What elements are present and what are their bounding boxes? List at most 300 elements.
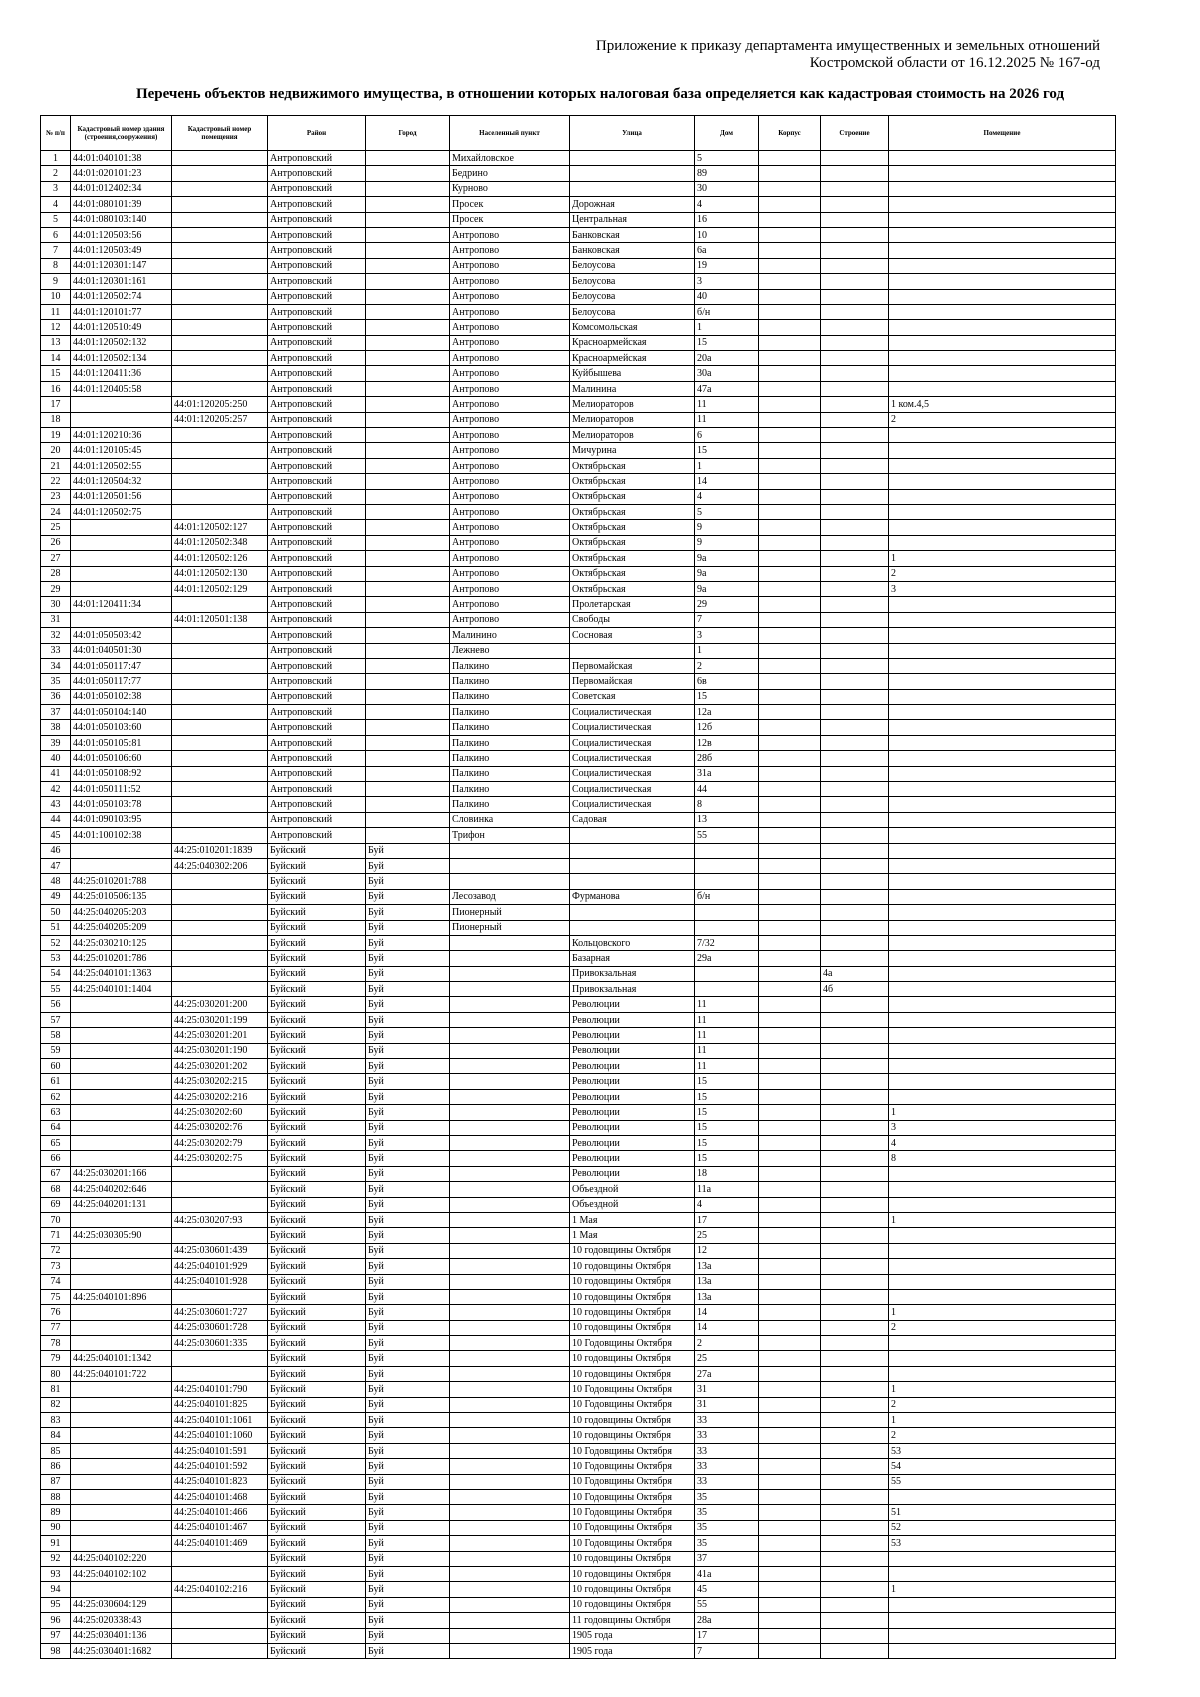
table-cell	[759, 581, 821, 596]
table-cell	[889, 658, 1116, 673]
table-cell: 44:25:040202:646	[71, 1182, 172, 1197]
table-cell: 44:01:120411:36	[71, 366, 172, 381]
table-cell	[889, 1043, 1116, 1058]
table-cell: 11	[695, 412, 759, 427]
document-header	[596, 38, 1100, 72]
table-row	[41, 1489, 1116, 1504]
table-cell: Буй	[366, 874, 450, 889]
table-cell	[450, 1228, 570, 1243]
table-cell: 44:01:040101:38	[71, 151, 172, 166]
table-cell: Лесозавод	[450, 889, 570, 904]
table-cell: Антроповский	[268, 474, 366, 489]
table-cell	[759, 1505, 821, 1520]
table-cell	[366, 751, 450, 766]
table-cell: Сосновая	[570, 628, 695, 643]
table-cell	[821, 1351, 889, 1366]
table-cell	[759, 1566, 821, 1581]
table-cell	[71, 1028, 172, 1043]
table-cell: 1 Мая	[570, 1212, 695, 1227]
table-cell: Буй	[366, 1459, 450, 1474]
table-cell: 33	[695, 1428, 759, 1443]
table-cell	[759, 320, 821, 335]
table-cell	[759, 1197, 821, 1212]
table-cell: Октябрьская	[570, 535, 695, 550]
table-cell	[889, 428, 1116, 443]
table-cell	[821, 366, 889, 381]
table-cell	[366, 458, 450, 473]
table-cell: Комсомольская	[570, 320, 695, 335]
header-line-1: Приложение к приказу департамента имущественных и земельных отношений	[595, 38, 1100, 54]
table-cell: 44:01:050103:60	[71, 720, 172, 735]
table-cell: 15	[695, 335, 759, 350]
table-cell: 15	[695, 1151, 759, 1166]
table-cell: Социалистическая	[570, 782, 695, 797]
table-cell: Буйский	[268, 1289, 366, 1304]
table-cell	[821, 1120, 889, 1135]
table-cell: 44:01:120503:49	[71, 243, 172, 258]
table-cell	[889, 1613, 1116, 1628]
table-cell	[570, 643, 695, 658]
table-cell	[172, 735, 268, 750]
table-cell: Буй	[366, 1397, 450, 1412]
table-cell: 10 Годовщины Октября	[570, 1474, 695, 1489]
table-cell: Буйский	[268, 920, 366, 935]
table-cell: Антропово	[450, 304, 570, 319]
table-cell	[821, 1228, 889, 1243]
table-cell	[172, 628, 268, 643]
table-cell: 28	[41, 566, 71, 581]
table-cell	[366, 828, 450, 843]
table-cell	[821, 1613, 889, 1628]
table-cell: 91	[41, 1536, 71, 1551]
table-cell	[759, 1259, 821, 1274]
table-cell: Антроповский	[268, 151, 366, 166]
table-cell: 19	[695, 258, 759, 273]
table-cell: 44:01:120504:32	[71, 474, 172, 489]
table-cell: 53	[889, 1536, 1116, 1551]
table-cell	[450, 874, 570, 889]
table-cell: 44:25:040102:102	[71, 1566, 172, 1581]
table-cell: 2	[695, 658, 759, 673]
column-header: Город	[366, 116, 450, 151]
table-cell: Буйский	[268, 1136, 366, 1151]
table-cell	[71, 1382, 172, 1397]
table-cell	[450, 997, 570, 1012]
table-cell: 44:01:120205:250	[172, 397, 268, 412]
table-cell	[172, 982, 268, 997]
table-row	[41, 628, 1116, 643]
table-cell: 10 Годовщины Октября	[570, 1489, 695, 1504]
table-cell	[71, 566, 172, 581]
table-cell	[821, 689, 889, 704]
table-cell	[450, 1489, 570, 1504]
table-cell	[889, 274, 1116, 289]
table-cell: 18	[695, 1166, 759, 1181]
table-cell: 13а	[695, 1259, 759, 1274]
table-cell	[821, 720, 889, 735]
table-cell: Кольцовского	[570, 935, 695, 950]
table-cell: Антроповский	[268, 597, 366, 612]
table-cell: 1	[889, 1305, 1116, 1320]
table-cell	[889, 1366, 1116, 1381]
table-body	[41, 151, 1116, 1659]
table-cell: Буйский	[268, 1443, 366, 1458]
table-cell	[366, 181, 450, 196]
table-cell	[759, 812, 821, 827]
table-cell	[450, 1613, 570, 1628]
table-cell: 89	[695, 166, 759, 181]
table-cell	[366, 735, 450, 750]
table-cell: Социалистическая	[570, 735, 695, 750]
table-cell: Буй	[366, 1520, 450, 1535]
table-cell	[450, 1320, 570, 1335]
table-cell	[759, 889, 821, 904]
table-cell	[172, 782, 268, 797]
table-cell	[759, 920, 821, 935]
table-cell: 22	[41, 474, 71, 489]
table-cell	[172, 751, 268, 766]
table-cell	[71, 1582, 172, 1597]
table-cell	[450, 1597, 570, 1612]
table-cell	[889, 982, 1116, 997]
table-cell	[172, 720, 268, 735]
table-cell	[450, 1536, 570, 1551]
table-cell	[71, 397, 172, 412]
table-cell	[71, 843, 172, 858]
table-cell	[71, 581, 172, 596]
table-cell: Дорожная	[570, 197, 695, 212]
table-cell	[366, 243, 450, 258]
table-cell	[759, 1536, 821, 1551]
table-cell	[172, 935, 268, 950]
table-cell: б/н	[695, 304, 759, 319]
table-cell: Буйский	[268, 1520, 366, 1535]
table-cell: 38	[41, 720, 71, 735]
table-cell	[759, 597, 821, 612]
table-cell	[889, 1012, 1116, 1027]
table-cell	[71, 1151, 172, 1166]
table-cell: Буй	[366, 905, 450, 920]
table-cell	[450, 1428, 570, 1443]
table-cell	[821, 1489, 889, 1504]
table-cell	[821, 1059, 889, 1074]
table-cell	[172, 1566, 268, 1581]
table-cell: Буй	[366, 1474, 450, 1489]
table-cell: Буй	[366, 997, 450, 1012]
table-cell: Буйский	[268, 1074, 366, 1089]
table-cell: 81	[41, 1382, 71, 1397]
table-cell	[759, 243, 821, 258]
table-row	[41, 966, 1116, 981]
table-cell: 7	[695, 612, 759, 627]
table-cell: Антроповский	[268, 428, 366, 443]
table-cell	[889, 1228, 1116, 1243]
table-cell	[172, 1628, 268, 1643]
table-cell	[759, 1228, 821, 1243]
table-row	[41, 1274, 1116, 1289]
table-cell	[821, 997, 889, 1012]
table-cell: 40	[695, 289, 759, 304]
table-cell: Красноармейская	[570, 351, 695, 366]
table-row	[41, 504, 1116, 519]
table-cell	[821, 1212, 889, 1227]
table-cell	[889, 858, 1116, 873]
table-cell	[759, 982, 821, 997]
table-cell: Революции	[570, 1043, 695, 1058]
table-cell: Белоусова	[570, 304, 695, 319]
table-cell	[172, 1182, 268, 1197]
table-cell: 3	[41, 181, 71, 196]
table-cell: 44:25:010201:786	[71, 951, 172, 966]
table-cell	[759, 874, 821, 889]
table-cell	[366, 151, 450, 166]
table-cell	[889, 720, 1116, 735]
table-cell: 44:25:030604:129	[71, 1597, 172, 1612]
table-row	[41, 1566, 1116, 1581]
table-cell	[71, 1043, 172, 1058]
table-cell: 10 годовщины Октября	[570, 1289, 695, 1304]
table-cell: 30	[41, 597, 71, 612]
table-cell: 44:01:120502:74	[71, 289, 172, 304]
table-cell	[71, 1012, 172, 1027]
table-cell: 90	[41, 1520, 71, 1535]
table-cell	[759, 212, 821, 227]
table-cell	[821, 1551, 889, 1566]
table-cell	[450, 1474, 570, 1489]
table-cell	[172, 812, 268, 827]
table-cell: Антроповский	[268, 443, 366, 458]
table-cell: 10 годовщины Октября	[570, 1366, 695, 1381]
table-cell: Революции	[570, 1074, 695, 1089]
table-cell: Буйский	[268, 982, 366, 997]
table-cell: 8	[889, 1151, 1116, 1166]
table-cell: Октябрьская	[570, 566, 695, 581]
table-cell	[450, 1012, 570, 1027]
table-cell	[759, 428, 821, 443]
table-cell: Антропово	[450, 612, 570, 627]
table-cell: 25	[695, 1351, 759, 1366]
header-line-2: Костромской области от 16.12.2025 № 167-од	[809, 55, 1100, 71]
table-cell	[759, 628, 821, 643]
table-cell: 10 Годовщины Октября	[570, 1382, 695, 1397]
table-cell	[450, 1305, 570, 1320]
table-cell: 5	[695, 151, 759, 166]
table-cell: Буйский	[268, 1012, 366, 1027]
table-cell: Словинка	[450, 812, 570, 827]
table-cell: 44:01:012402:34	[71, 181, 172, 196]
table-cell: Антроповский	[268, 782, 366, 797]
table-cell: Антроповский	[268, 304, 366, 319]
table-cell	[570, 905, 695, 920]
table-cell	[695, 858, 759, 873]
table-cell: Курново	[450, 181, 570, 196]
table-cell	[889, 458, 1116, 473]
table-cell	[821, 181, 889, 196]
table-cell: 17	[695, 1628, 759, 1643]
table-cell: Малинино	[450, 628, 570, 643]
table-cell: Малинина	[570, 381, 695, 396]
table-cell	[889, 966, 1116, 981]
table-cell: 7/32	[695, 935, 759, 950]
table-cell	[889, 705, 1116, 720]
table-cell: Палкино	[450, 705, 570, 720]
table-row	[41, 1459, 1116, 1474]
table-row	[41, 1413, 1116, 1428]
table-row	[41, 1520, 1116, 1535]
table-cell	[71, 1059, 172, 1074]
table-cell	[889, 951, 1116, 966]
table-cell: Буй	[366, 1613, 450, 1628]
table-cell: 77	[41, 1320, 71, 1335]
table-cell: 44:01:020101:23	[71, 166, 172, 181]
table-cell: Октябрьская	[570, 520, 695, 535]
table-cell: Лежнево	[450, 643, 570, 658]
table-cell: Буйский	[268, 1197, 366, 1212]
table-cell	[759, 1120, 821, 1135]
table-cell	[759, 1489, 821, 1504]
table-cell: 27	[41, 551, 71, 566]
table-cell: Бедрино	[450, 166, 570, 181]
table-cell	[366, 474, 450, 489]
table-cell: 45	[41, 828, 71, 843]
table-cell: 44:01:120105:45	[71, 443, 172, 458]
table-cell: 44:01:120301:161	[71, 274, 172, 289]
table-cell: Антроповский	[268, 735, 366, 750]
table-cell: 1905 года	[570, 1643, 695, 1658]
table-cell: Революции	[570, 1012, 695, 1027]
table-cell: Революции	[570, 1136, 695, 1151]
table-cell	[759, 612, 821, 627]
table-cell: 54	[889, 1459, 1116, 1474]
table-cell: Антроповский	[268, 797, 366, 812]
table-cell: Буй	[366, 1443, 450, 1458]
table-cell: Антропово	[450, 551, 570, 566]
table-cell: Куйбышева	[570, 366, 695, 381]
table-cell	[366, 612, 450, 627]
table-cell: 44:01:120502:55	[71, 458, 172, 473]
table-cell	[71, 1105, 172, 1120]
table-cell	[759, 797, 821, 812]
table-cell: 70	[41, 1212, 71, 1227]
table-cell: Буй	[366, 1382, 450, 1397]
table-row	[41, 828, 1116, 843]
table-cell: 14	[695, 474, 759, 489]
table-row	[41, 1074, 1116, 1089]
table-cell	[172, 874, 268, 889]
table-cell: 73	[41, 1259, 71, 1274]
table-cell	[759, 489, 821, 504]
table-cell: 12	[695, 1243, 759, 1258]
table-cell: 11	[695, 397, 759, 412]
table-cell: 44:25:040101:928	[172, 1274, 268, 1289]
table-cell	[759, 227, 821, 242]
table-cell: Буй	[366, 951, 450, 966]
table-cell	[172, 366, 268, 381]
table-cell: 37	[41, 705, 71, 720]
table-cell: Буйский	[268, 1597, 366, 1612]
table-cell: 44:25:030210:125	[71, 935, 172, 950]
table-cell	[821, 1428, 889, 1443]
table-cell: Буйский	[268, 1212, 366, 1227]
table-cell	[172, 320, 268, 335]
table-cell	[759, 181, 821, 196]
table-cell: 28б	[695, 751, 759, 766]
table-cell	[366, 520, 450, 535]
table-cell: 44:25:040101:467	[172, 1520, 268, 1535]
table-cell	[889, 504, 1116, 519]
table-cell	[71, 1212, 172, 1227]
table-cell: 10 годовщины Октября	[570, 1566, 695, 1581]
table-cell: 44:01:120502:126	[172, 551, 268, 566]
table-cell	[366, 366, 450, 381]
table-cell: 44:01:050104:140	[71, 705, 172, 720]
table-cell: Буйский	[268, 1366, 366, 1381]
table-cell: 33	[695, 1474, 759, 1489]
table-cell	[821, 1136, 889, 1151]
table-header-row	[41, 116, 1116, 151]
table-cell	[450, 1336, 570, 1351]
table-cell: 5	[695, 504, 759, 519]
table-cell: 44:01:090103:95	[71, 812, 172, 827]
table-cell: 44:25:040101:1060	[172, 1428, 268, 1443]
table-cell: 34	[41, 658, 71, 673]
table-cell: Буй	[366, 1536, 450, 1551]
table-cell	[821, 1520, 889, 1535]
column-header: Помещение	[889, 116, 1116, 151]
table-cell	[450, 1243, 570, 1258]
table-cell	[821, 751, 889, 766]
table-cell: 78	[41, 1336, 71, 1351]
table-cell	[821, 1566, 889, 1581]
table-cell	[695, 920, 759, 935]
table-cell: 33	[41, 643, 71, 658]
table-cell	[889, 920, 1116, 935]
table-cell	[71, 1397, 172, 1412]
table-cell	[759, 1059, 821, 1074]
table-cell: Центральная	[570, 212, 695, 227]
table-cell: Буй	[366, 1028, 450, 1043]
table-cell	[821, 474, 889, 489]
table-cell: 24	[41, 504, 71, 519]
table-cell	[71, 1428, 172, 1443]
table-cell: 41а	[695, 1566, 759, 1581]
table-cell	[821, 1028, 889, 1043]
table-cell: 13а	[695, 1289, 759, 1304]
table-cell: Антроповский	[268, 828, 366, 843]
table-cell: Антроповский	[268, 227, 366, 242]
table-cell: Антропово	[450, 335, 570, 350]
table-row	[41, 951, 1116, 966]
table-cell: 9а	[695, 581, 759, 596]
table-cell: 67	[41, 1166, 71, 1181]
table-cell	[759, 366, 821, 381]
table-cell	[889, 1336, 1116, 1351]
table-cell	[889, 166, 1116, 181]
table-cell	[821, 628, 889, 643]
table-cell: 76	[41, 1305, 71, 1320]
table-cell: 59	[41, 1043, 71, 1058]
table-cell	[71, 1505, 172, 1520]
table-cell: 44:25:030601:439	[172, 1243, 268, 1258]
table-cell	[889, 1274, 1116, 1289]
table-cell: 72	[41, 1243, 71, 1258]
table-cell: 47	[41, 858, 71, 873]
table-cell: Буй	[366, 843, 450, 858]
table-cell	[366, 658, 450, 673]
table-cell	[759, 304, 821, 319]
table-cell: Советская	[570, 689, 695, 704]
table-cell	[889, 289, 1116, 304]
